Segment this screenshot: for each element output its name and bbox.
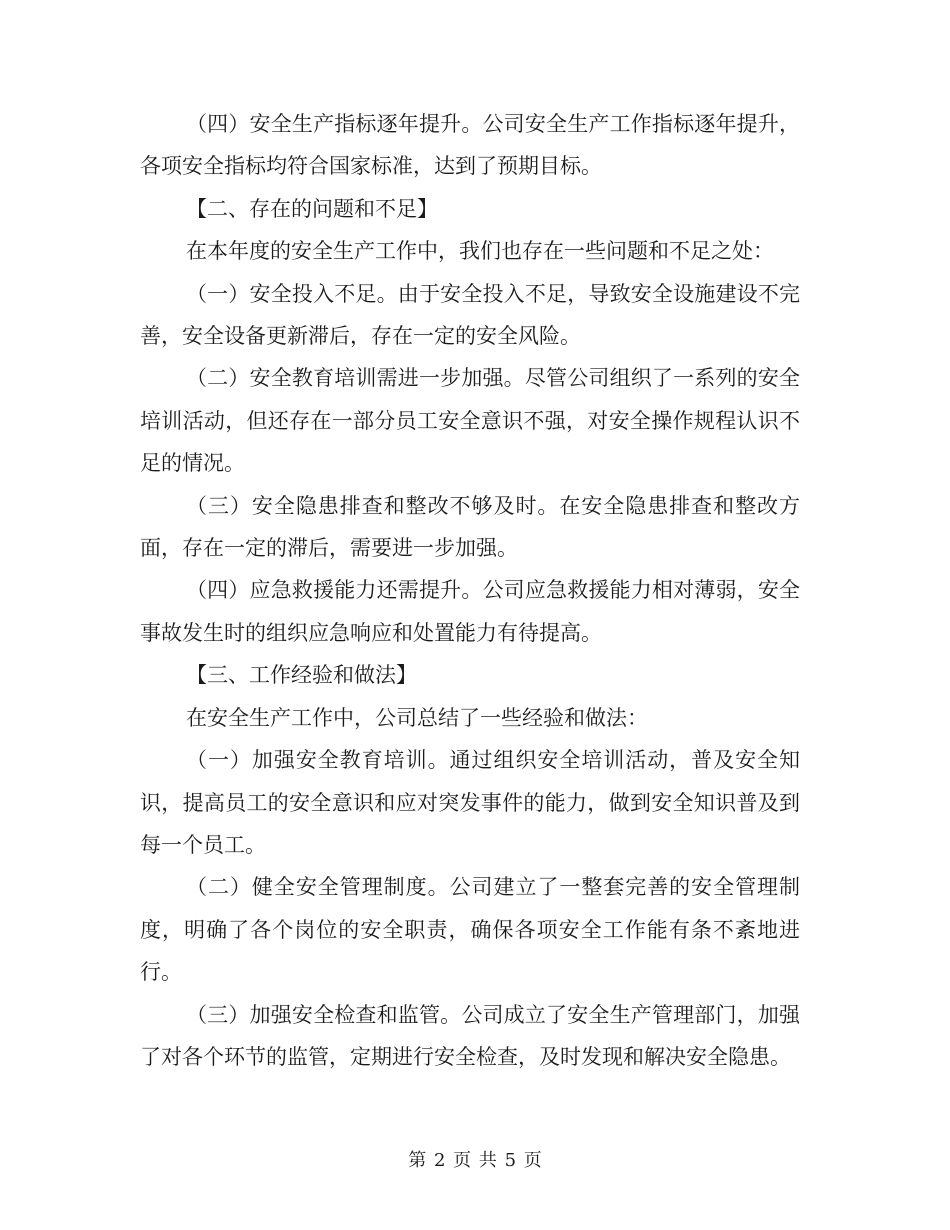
- paragraph-experience-training: （一）加强安全教育培训。通过组织安全培训活动，普及安全知识，提高员工的安全意识和应对突发事件的能力，做到安全知识普及到每一个员工。: [140, 748, 800, 857]
- document-body: [140, 103, 800, 1078]
- paragraph-problems-intro: 在本年度的安全生产工作中，我们也存在一些问题和不足之处：: [186, 239, 774, 264]
- paragraph-experience-management: （二）健全安全管理制度。公司建立了一整套完善的安全管理制度，明确了各个岗位的安全职责，确保各项安全工作能有条不紊地进行。: [140, 875, 800, 985]
- paragraph-problem-hazards: （三）安全隐患排查和整改不够及时。在安全隐患排查和整改方面，存在一定的滞后，需要进一步加强。: [140, 493, 800, 561]
- section-heading-experience: 【三、工作经验和做法】: [186, 663, 417, 688]
- paragraph-safety-indicators: （四）安全生产指标逐年提升。公司安全生产工作指标逐年提升，各项安全指标均符合国家标准，达到了预期目标。: [140, 112, 800, 179]
- paragraph-problem-training: （二）安全教育培训需进一步加强。尽管公司组织了一系列的安全培训活动，但还存在一部分员工安全意识不强，对安全操作规程认识不足的情况。: [140, 366, 800, 476]
- page-number-footer: 第 2 页 共 5 页: [408, 1150, 542, 1171]
- paragraph-problem-emergency: （四）应急救援能力还需提升。公司应急救援能力相对薄弱，安全事故发生时的组织应急响应和处置能力有待提高。: [140, 578, 800, 645]
- paragraph-experience-inspection: （三）加强安全检查和监管。公司成立了安全生产管理部门，加强了对各个环节的监管，定期进行安全检查，及时发现和解决安全隐患。: [140, 1002, 800, 1069]
- paragraph-experience-intro: 在安全生产工作中，公司总结了一些经验和做法：: [186, 705, 648, 730]
- section-heading-problems: 【二、存在的问题和不足】: [186, 196, 438, 221]
- paragraph-problem-investment: （一）安全投入不足。由于安全投入不足，导致安全设施建设不完善，安全设备更新滞后，存在一定的安全风险。: [140, 281, 800, 349]
